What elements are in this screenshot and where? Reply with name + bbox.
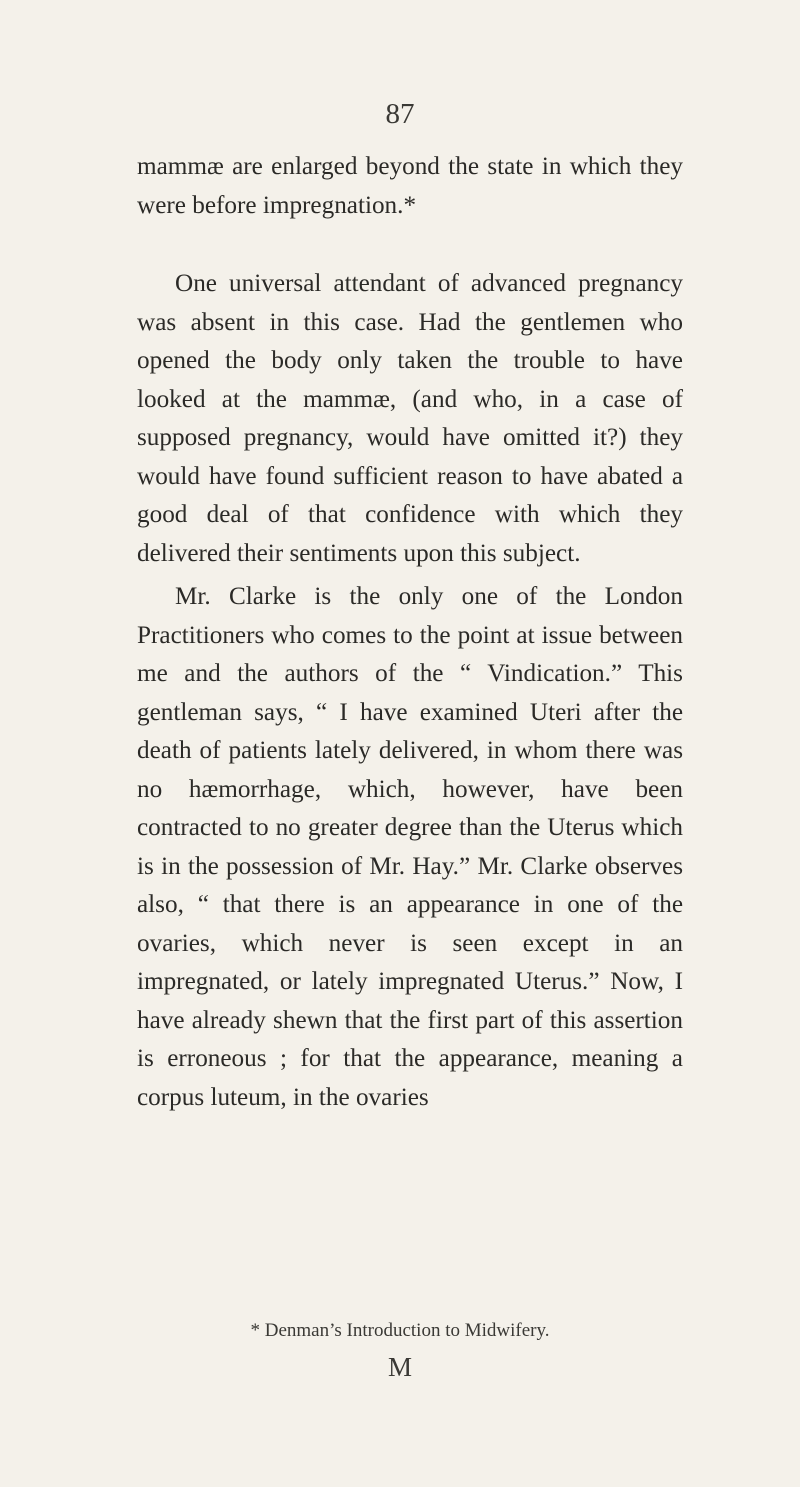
page-number: 87 [385, 98, 415, 130]
paragraph-1: mammæ are enlarged beyond the state in which they were before impregnation.* [137, 153, 683, 219]
signature-mark: M [387, 1352, 412, 1382]
footnote: * Denman’s Introduction to Midwifery. [250, 1320, 550, 1341]
paragraph-2: One universal attendant of advanced pregnancy was absent in this case. Had the gentlemen who opened the body only taken the trouble to have looked at the mammæ, (and who, in a case of supposed pregnancy, would have omitted it?) they would have found sufficient reason to have abated a good deal of that confidence with which they delivered their sentiments upon this subject. [137, 270, 683, 567]
paragraph-3: Mr. Clarke is the only one of the London Practitioners who comes to the point at issue between me and the authors of the “ Vindication.” This gentleman says, “ I have examined Uteri after the death of patients lately delivered, in whom there was no hæmorrhage, which, however, have been contracted to no greater degree than the Uterus which is in the possession of Mr. Hay.” Mr. Clarke observes also, “ that there is an appearance in one of the ovaries, which never is seen except in an impregnated, or lately impregnated Uterus.” Now, I have already shewn that the first part of this assertion is erroneous ; for that the appearance, meaning a corpus luteum, in the ovaries [137, 583, 683, 1111]
